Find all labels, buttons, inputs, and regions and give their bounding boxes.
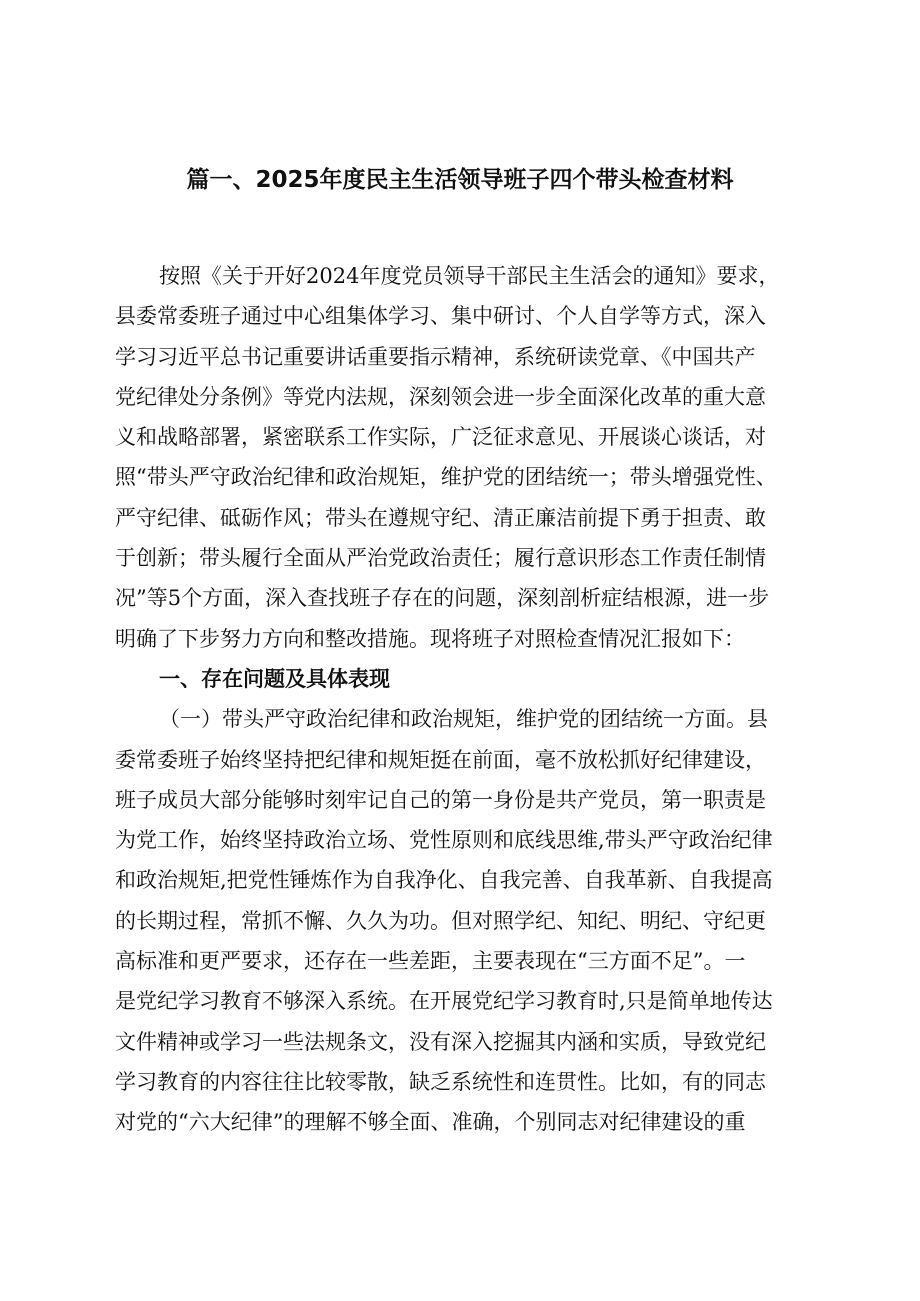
document-title: 篇一、2025年度民主生活领导班子四个带头检查材料 [186,167,734,193]
document-body [115,256,837,1143]
text-line: 按照《关于开好2024年度党员领导干部民主生活会的通知》要求， [159,264,780,288]
text-line: 党纪律处分条例》等党内法规，深刻领会进一步全面深化改革的重大意 [115,384,766,409]
text-line: 的长期过程，常抓不懈、久久为功。但对照学纪、知纪、明纪、守纪更 [115,908,766,933]
text-line: 是党纪学习教育不够深入系统。在开展党纪学习教育时,只是简单地传达 [115,989,773,1014]
text-line: 学习习近平总书记重要讲话重要指示精神，系统研读党章、《中国共产 [115,344,756,369]
text-line: 委常委班子始终坚持把纪律和规矩挺在前面，毫不放松抓好纪律建设， [115,747,766,772]
text-line: 县委常委班子通过中心组集体学习、集中研讨、个人自学等方式，深入 [115,304,766,329]
text-line: 照“带头严守政治纪律和政治规矩，维护党的团结统一；带头增强党性、 [115,465,777,490]
text-line: （一）带头严守政治纪律和政治规矩，维护党的团结统一方面。县 [159,707,768,732]
text-line: 为党工作，始终坚持政治立场、党性原则和底线思维,带头严守政治纪律 [115,828,773,853]
text-line: 高标准和更严要求，还存在一些差距，主要表现在“三方面不足”。一 [115,949,746,974]
text-line: 班子成员大部分能够时刻牢记自己的第一身份是共产党员，第一职责是 [115,787,766,812]
text-line: 对党的“六大纪律”的理解不够全面、准确，个别同志对纪律建设的重 [115,1110,746,1135]
text-line: 和政治规矩,把党性锤炼作为自我净化、自我完善、自我革新、自我提高 [115,868,773,893]
text-line: 严守纪律、砥砺作风；带头在遵规守纪、清正廉洁前提下勇于担责、敢 [115,505,766,530]
text-line: 况”等5个方面，深入查找班子存在的问题，深刻剖析症结根源，进一步 [115,586,770,611]
text-line: 学习教育的内容往往比较零散，缺乏系统性和连贯性。比如，有的同志 [115,1069,766,1094]
text-line: 文件精神或学习一些法规条文，没有深入挖掘其内涵和实质，导致党纪 [115,1029,766,1054]
section-heading: 一、存在问题及具体表现 [159,666,390,691]
text-line: 于创新；带头履行全面从严治党政治责任；履行意识形态工作责任制情 [115,546,766,571]
text-line: 义和战略部署，紧密联系工作实际，广泛征求意见、开展谈心谈话，对 [115,425,766,450]
text-line: 明确了下步努力方向和整改措施。现将班子对照检查情况汇报如下： [115,626,745,651]
